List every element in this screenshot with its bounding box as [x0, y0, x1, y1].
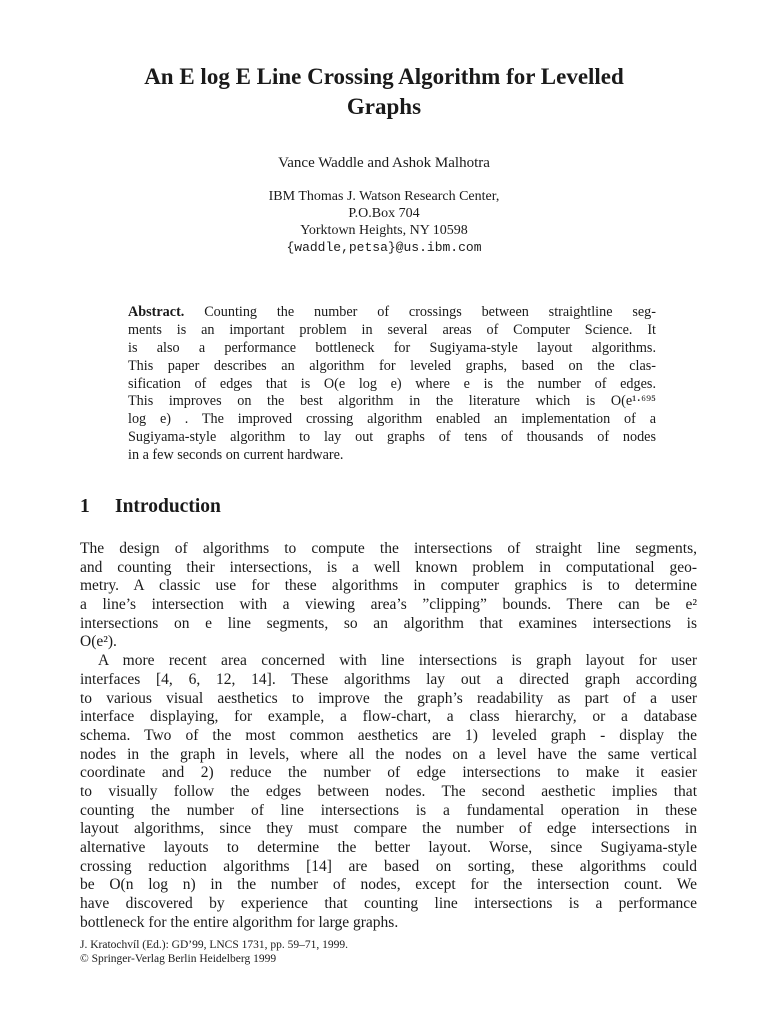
paragraph-line: and counting their intersections, is a well known problem in computational geo-	[80, 558, 697, 576]
paragraph-line: to various visual aesthetics to improve the graph’s readability as part of a user	[80, 689, 697, 707]
paragraph-line: nodes in the graph in levels, where all the nodes on a level have the same vertical	[80, 745, 697, 763]
section-heading	[80, 496, 221, 518]
paragraph-line: crossing reduction algorithms [14] are based on sorting, these algorithms could	[80, 857, 697, 875]
affiliation-line: Yorktown Heights, NY 10598	[300, 223, 468, 238]
abstract-line: sification of edges that is O(e log e) where e is the number of edges.	[128, 375, 656, 392]
abstract-label: Abstract.	[128, 304, 185, 320]
title-line-1: An E log E Line Crossing Algorithm for Levelled	[144, 64, 624, 89]
paragraph-line: interface displaying, for example, a flow-chart, a class hierarchy, or a database	[80, 708, 697, 726]
email: {waddle,petsa}@us.ibm.com	[286, 240, 482, 255]
abstract	[128, 304, 656, 465]
abstract-line: This paper describes an algorithm for leveled graphs, based on the clas-	[128, 357, 656, 374]
paragraph-line: coordinate and 2) reduce the number of edge intersections to make it easier	[80, 764, 697, 782]
paragraph-line: schema. Two of the most common aesthetics are 1) leveled graph - display the	[80, 726, 697, 744]
abstract-line: in a few seconds on current hardware.	[128, 447, 344, 464]
abstract-line: This improves on the best algorithm in the literature which is O(e¹·⁶⁹⁵	[128, 393, 656, 410]
paragraph-line: bottleneck for the entire algorithm for large graphs.	[80, 913, 399, 931]
body-text	[80, 540, 697, 932]
abstract-line: is also a performance bottleneck for Sugiyama-style layout algorithms.	[128, 339, 656, 356]
affiliation-line: P.O.Box 704	[348, 206, 420, 221]
abstract-line: ments is an important problem in several areas of Computer Science. It	[128, 321, 656, 338]
citation-line: J. Kratochvíl (Ed.): GD’99, LNCS 1731, pp. 59–71, 1999.	[80, 939, 348, 951]
copyright-line: © Springer-Verlag Berlin Heidelberg 1999	[80, 953, 277, 965]
paragraph-line: a line’s intersection with a viewing area’s ”clipping” bounds. There can be e²	[80, 596, 697, 614]
affiliation	[0, 188, 768, 256]
title-line-2: Graphs	[346, 94, 422, 119]
abstract-line: Sugiyama-style algorithm to lay out graphs of tens of thousands of nodes	[128, 429, 656, 446]
paragraph-line: interfaces [4, 6, 12, 14]. These algorithms lay out a directed graph according	[80, 670, 697, 688]
paragraph-line: counting the number of line intersections is a fundamental operation in these	[80, 801, 697, 819]
paragraph-line: metry. A classic use for these algorithms in computer graphics is to determine	[80, 577, 697, 595]
section-title: Introduction	[115, 496, 221, 517]
footer	[80, 938, 348, 966]
paragraph-line: The design of algorithms to compute the intersections of straight line segments,	[80, 540, 697, 557]
paragraph-line: alternative layouts to determine the better layout. Worse, since Sugiyama-style	[80, 839, 697, 856]
paragraph-line: have discovered by experience that counting line intersections is a performance	[80, 895, 697, 913]
paragraph-line: O(e²).	[80, 633, 117, 651]
paper-title	[60, 62, 708, 122]
paragraph-line: intersections on e line segments, so an algorithm that examines intersections is	[80, 614, 697, 632]
abstract-line-text: Counting the number of crossings between straightline seg-	[204, 304, 656, 320]
paragraph-line: A more recent area concerned with line intersections is graph layout for user	[98, 652, 697, 670]
affiliation-line: IBM Thomas J. Watson Research Center,	[268, 189, 500, 204]
authors: Vance Waddle and Ashok Malhotra	[278, 155, 490, 171]
paragraph-line: layout algorithms, since they must compare the number of edge intersections in	[80, 820, 697, 838]
paragraph-line: to visually follow the edges between nodes. The second aesthetic implies that	[80, 782, 697, 800]
paragraph-line: be O(n log n) in the number of nodes, except for the intersection count. We	[80, 876, 697, 894]
section-number: 1	[80, 496, 90, 517]
abstract-line	[128, 304, 656, 322]
abstract-line: log e) . The improved crossing algorithm enabled an implementation of a	[128, 411, 656, 428]
